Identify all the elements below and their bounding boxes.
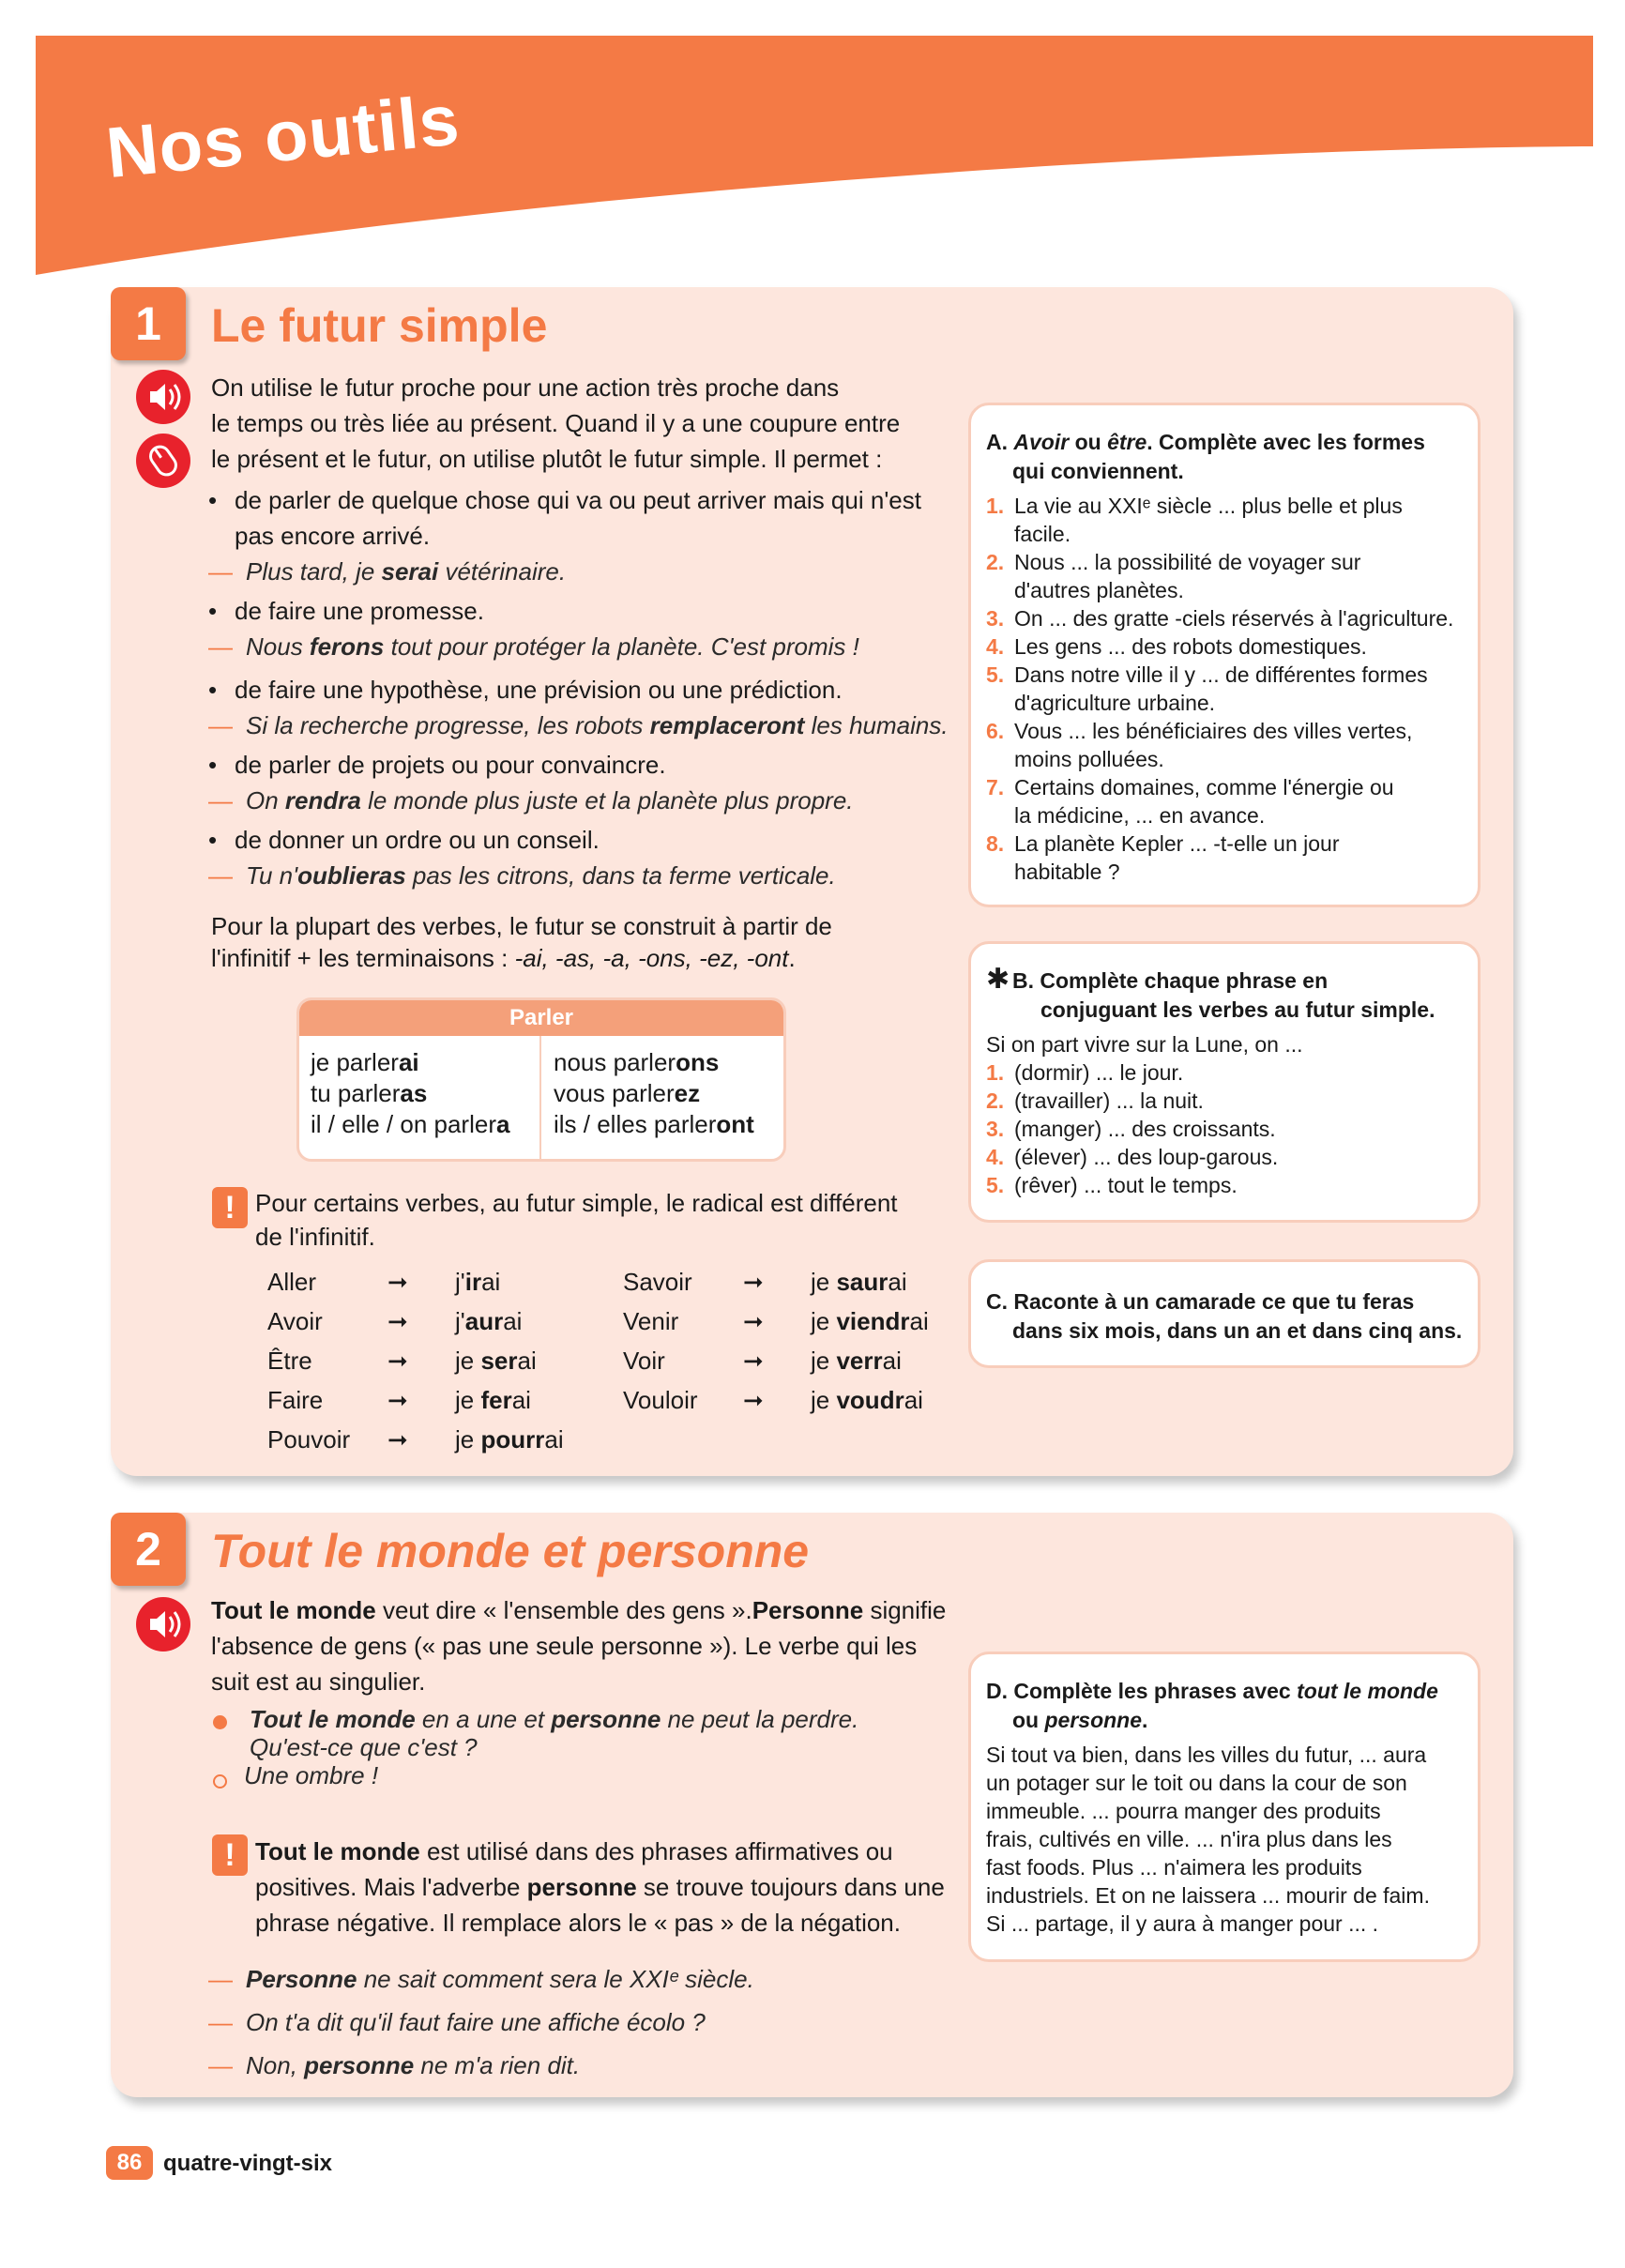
exercise-a-item: 5. Dans notre ville il y ... de différentes formes d'agriculture urbaine. [986,662,1428,715]
irregular-verbs-right: Savoir ➞ je saurai Venir ➞ je viendrai Voir ➞ je verrai Vouloir ➞ je voudrai [623,1268,929,1414]
use-bullet: • de parler de projets ou pour convaincre. [208,751,666,779]
exercise-b-item: 3. (manger) ... des croissants. [986,1117,1276,1141]
section-title: Tout le monde et personne [211,1525,810,1577]
exercise-d-line: Si ... partage, il y aura à manger pour ... . [986,1911,1379,1936]
exercise-b-item: 2. (travailler) ... la nuit. [986,1088,1204,1113]
exercise-d-line: un potager sur le toit ou dans la cour de son [986,1771,1407,1795]
exercise-c-box [968,1259,1481,1368]
examples-list [208,1957,754,2087]
use-bullet: • de faire une hypothèse, une prévision ou une prédiction. [208,676,843,704]
exercise-a-item: 6. Vous ... les bénéficiaires des villes vertes, moins polluées. [986,719,1413,771]
use-example: — Tu n'oublieras pas les citrons, dans ta ferme verticale. [208,861,836,890]
exercise-b-intro: Si on part vivre sur la Lune, on ... [986,1032,1303,1057]
exercise-a-title: A. Avoir ou être. Complète avec les formes [986,430,1425,454]
page-number-words: quatre-vingt-six [163,2151,333,2176]
definition-paragraph: Tout le monde veut dire « l'ensemble des gens ».Personne signifie l'absence de gens (« pas une seule personne »). Le verbe qui les suit est au singulier. [211,1596,947,1696]
use-bullet: • de faire une promesse. [208,597,484,625]
section-number-badge: 1 [111,287,186,360]
exercise-b-title: ✱ B. Complète chaque phrase en [986,964,1329,995]
warning-icon: ! [212,1187,248,1228]
page-number-badge: 86 [106,2146,153,2180]
exercise-c-title: C. Raconte à un camarade ce que tu feras [986,1289,1415,1314]
irregular-note: Pour certains verbes, au futur simple, le radical est différent de l'infinitif. [255,1189,898,1251]
mouse-icon[interactable] [136,434,190,488]
use-example: — On rendra le monde plus juste et la planète plus propre. [208,786,854,814]
exercise-d-line: frais, cultivés en ville. ... n'ira plus dans les [986,1827,1392,1851]
conjugation-table-header: Parler [299,1000,783,1036]
use-example: — Plus tard, je serai vétérinaire. [208,557,567,586]
exercise-d-line: immeuble. ... pourra manger des produits [986,1799,1381,1823]
irregular-verbs-left: Aller ➞ j'irai Avoir ➞ j'aurai Être ➞ je serai Faire ➞ je ferai Pouvoir ➞ je pourrai [267,1268,564,1454]
conjugation-table [296,997,786,1162]
exercise-a-title-cont: qui conviennent. [1012,459,1184,483]
audio-icon[interactable] [136,370,190,424]
exercise-a-item: 2. Nous ... la possibilité de voyager sur d'autres planètes. [986,550,1361,602]
exercise-a-box [968,403,1481,907]
riddle-answer-icon [213,1774,227,1789]
exercise-b-item: 1. (dormir) ... le jour. [986,1060,1184,1085]
example-line: — Non, personne ne m'a rien dit. [208,2051,581,2079]
formation-paragraph: Pour la plupart des verbes, le futur se construit à partir de l'infinitif + les terminaisons : -ai, -as, -a, -ons, -ez, -ont. [211,912,832,972]
exercise-d-line: fast foods. Plus ... n'aimera les produits [986,1855,1362,1880]
riddle-bullet-icon [213,1715,227,1729]
page-title: Nos outils [102,80,463,194]
exercise-a-item: 8. La planète Kepler ... -t-elle un jour habitable ? [986,831,1340,884]
use-bullet-cont: pas encore arrivé. [235,522,431,550]
intro-paragraph: On utilise le futur proche pour une action très proche dans le temps ou très liée au présent. Quand il y a une coupure entre le présent et le futur, on utilise plutôt le futur simple. Il permet : [211,373,901,473]
use-example: — Si la recherche progresse, les robots remplaceront les humains. [208,711,949,739]
star-icon: ✱ [986,964,1010,995]
example-line: — Personne ne sait comment sera le XXIᵉ siècle. [208,1965,754,1993]
exercise-b-box [968,941,1481,1223]
exercise-d-title-cont: ou personne. [1012,1708,1148,1732]
exercise-c-title-cont: dans six mois, dans un an et dans cinq ans. [1012,1318,1463,1343]
exercise-d-box [968,1652,1481,1962]
exercise-b-item: 4. (élever) ... des loup-garous. [986,1145,1279,1169]
exercise-d-line: industriels. Et on ne laissera ... mourir de faim. [986,1883,1430,1908]
riddle: Tout le monde en a une et personne ne peut la perdre. Qu'est-ce que c'est ? Une ombre ! [244,1705,859,1789]
exercise-b-title-cont: conjuguant les verbes au futur simple. [1040,997,1435,1022]
warning-icon: ! [212,1834,248,1876]
section-number-badge: 2 [111,1513,186,1586]
section-title: Le futur simple [211,299,548,352]
use-bullet: • de parler de quelque chose qui va ou peut arriver mais qui n'est [208,486,921,514]
conjugation-singular: je parlerai tu parleras il / elle / on parlera [311,1048,510,1138]
exercise-d-title: D. Complète les phrases avec tout le monde [986,1679,1438,1703]
use-bullet: • de donner un ordre ou un conseil. [208,826,600,854]
uses-list [208,482,978,893]
use-example: — Nous ferons tout pour protéger la planète. C'est promis ! [208,632,859,661]
exercise-a-item: 3. On ... des gratte -ciels réservés à l'agriculture. [986,606,1454,631]
exercise-a-item: 1. La vie au XXIᵉ siècle ... plus belle et plus facile. [986,494,1403,546]
exercise-d-line: Si tout va bien, dans les villes du futur, ... aura [986,1743,1427,1767]
usage-note: Tout le monde est utilisé dans des phrases affirmatives ou positives. Mais l'adverbe personne se trouve toujours dans une phrase négative. Il remplace alors le « pas » de la négation. [255,1837,945,1937]
exercise-a-item: 7. Certains domaines, comme l'énergie ou la médicine, ... en avance. [986,775,1394,828]
conjugation-plural: nous parlerons vous parlerez ils / elles parleront [554,1048,754,1138]
audio-icon[interactable] [136,1597,190,1652]
example-line: — On t'a dit qu'il faut faire une affiche écolo ? [208,2008,706,2036]
exercise-b-item: 5. (rêver) ... tout le temps. [986,1173,1238,1197]
exercise-a-item: 4. Les gens ... des robots domestiques. [986,634,1367,659]
